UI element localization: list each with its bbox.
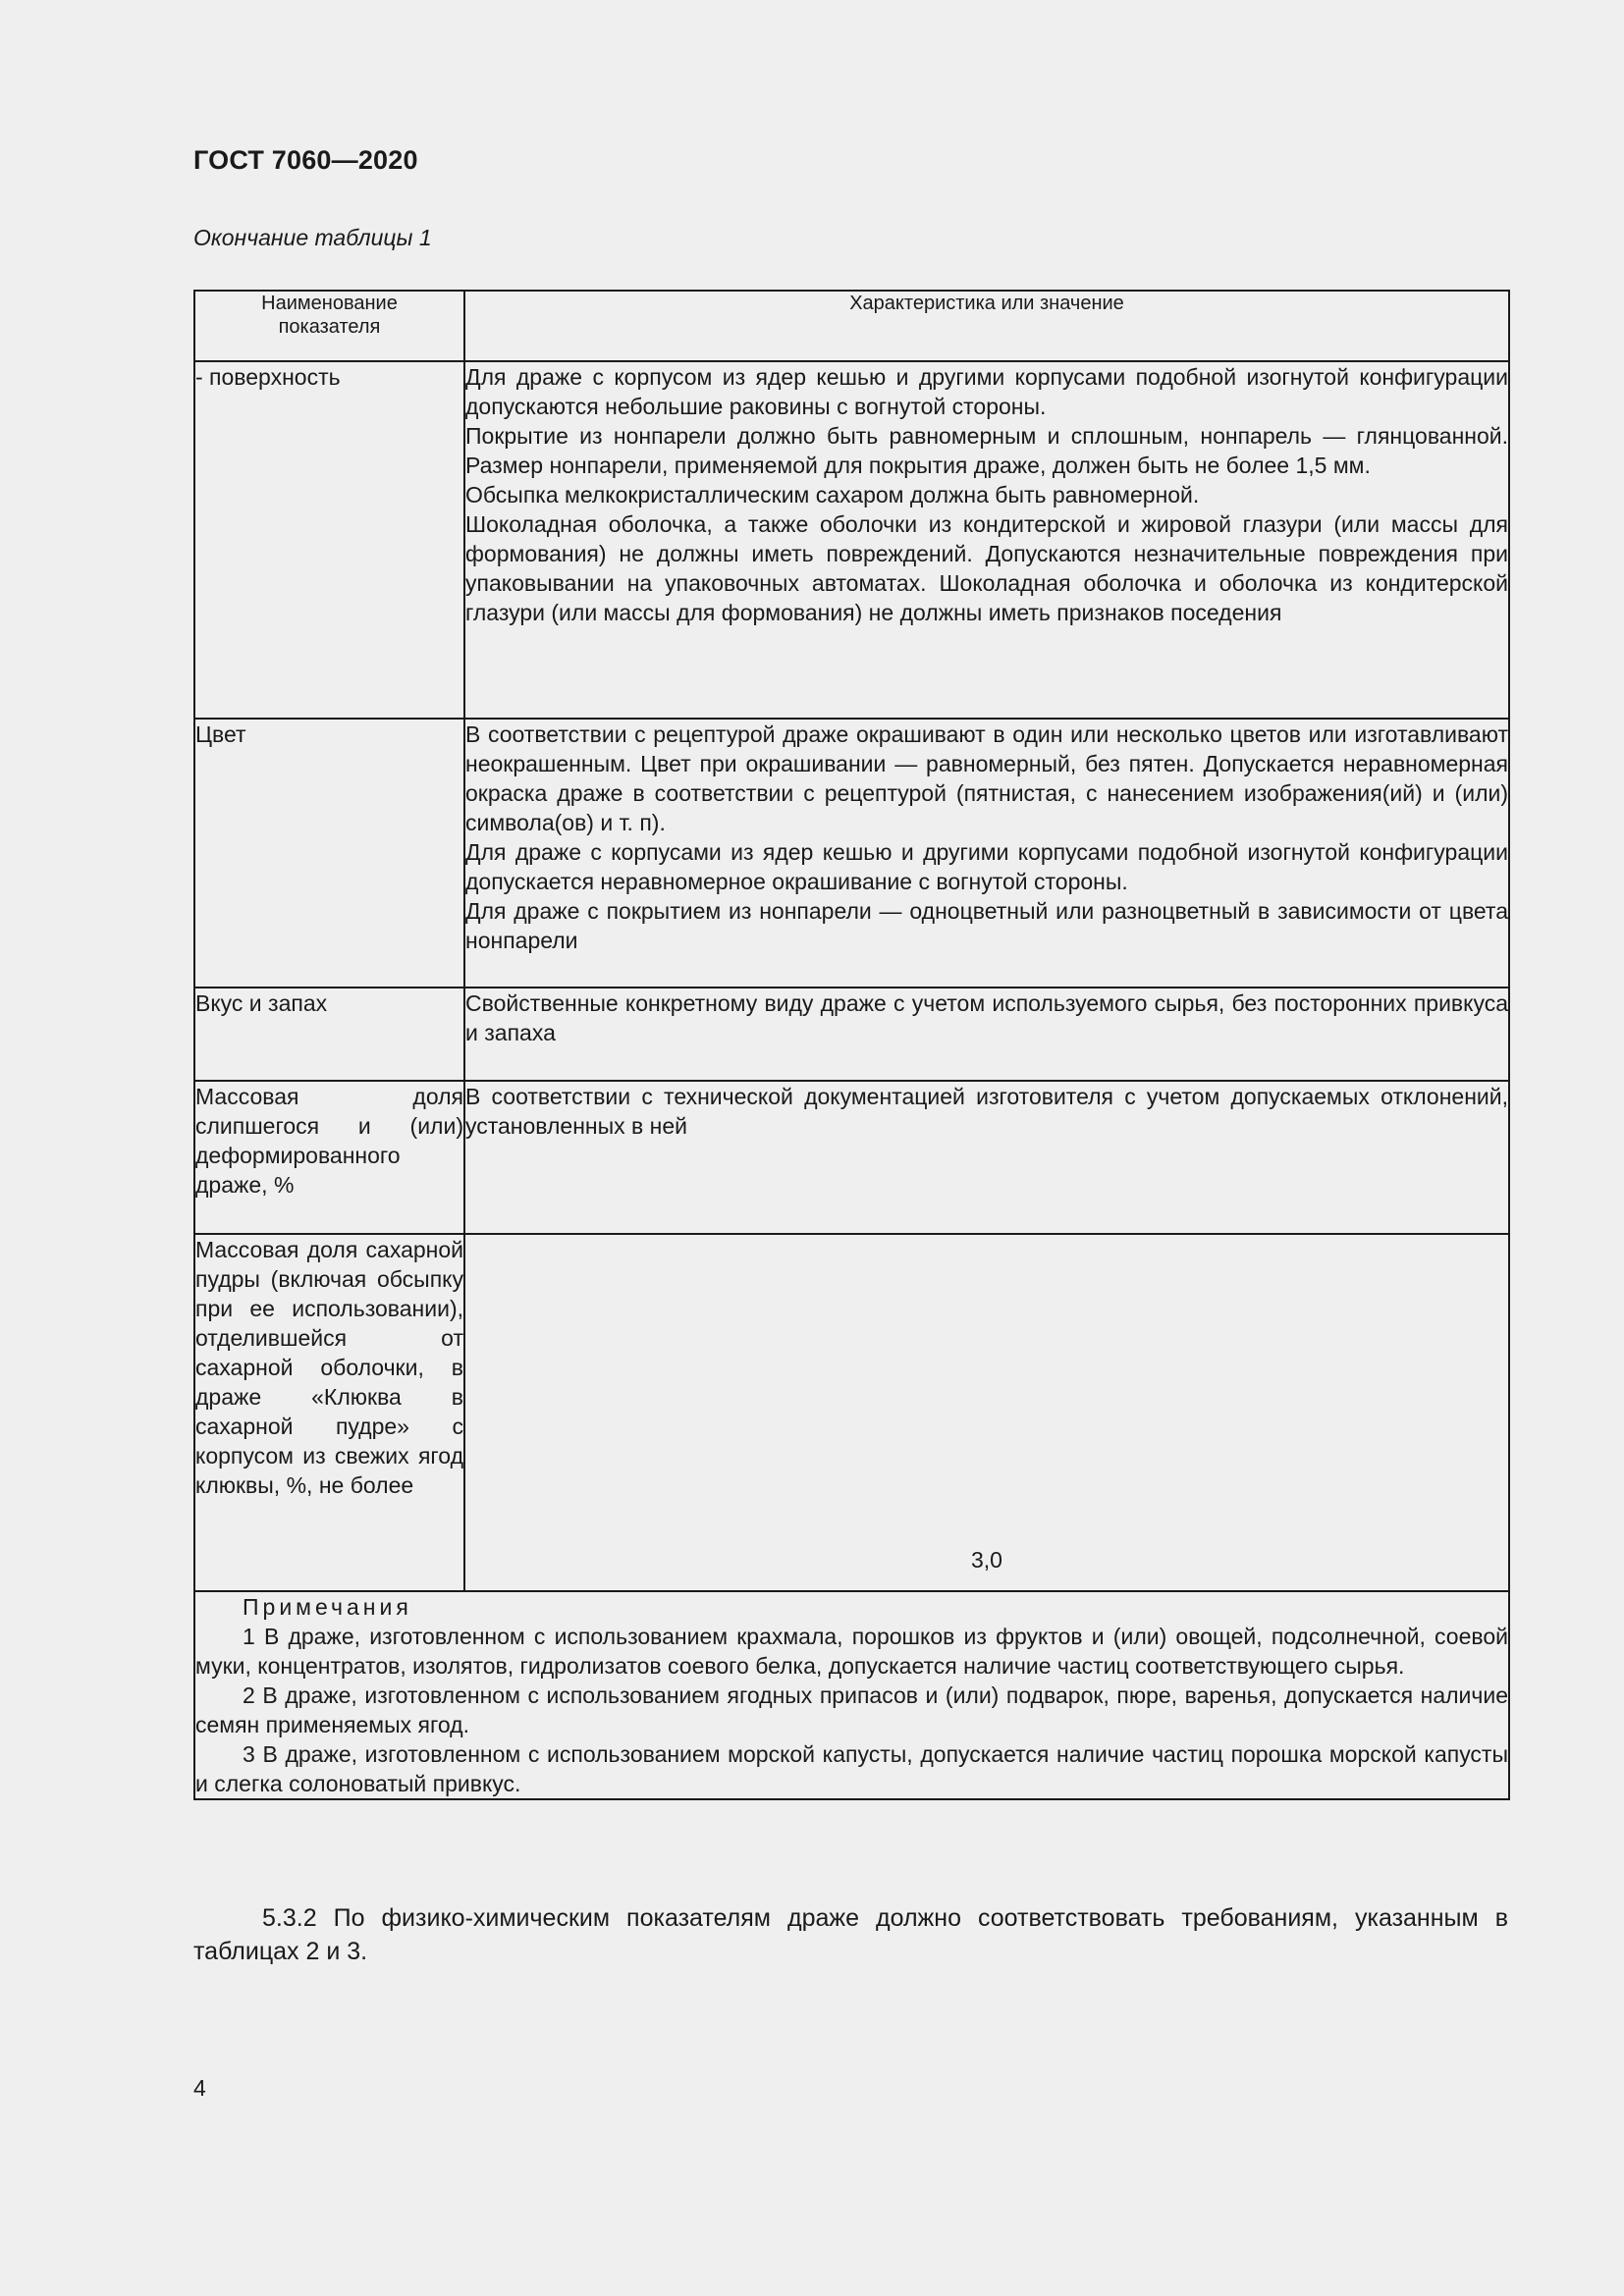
text-line: Для драже с корпусами из ядер кешью и другими корпусами подобной изогнутой конфигурации допускается неравномерное окрашивание с вогнутой стороны. — [465, 839, 1508, 894]
section-paragraph: 5.3.2 По физико-химическим показателям драже должно соответствовать требованиям, указанным в таблицах 2 и 3. — [193, 1904, 1508, 1965]
notes-row — [194, 1591, 1509, 1799]
table-caption: Окончание таблицы 1 — [193, 225, 432, 250]
table-row — [194, 1081, 1509, 1234]
table-row — [194, 1234, 1509, 1591]
notes-title: Примечания — [243, 1594, 412, 1620]
document-code: ГОСТ 7060—2020 — [193, 145, 418, 175]
requirements-table — [193, 290, 1510, 1800]
row-name-taste: Вкус и запах — [194, 988, 464, 1081]
text-line: Свойственные конкретному виду драже с учетом используемого сырья, без посторонних привкуса и запаха — [465, 990, 1508, 1045]
row-name-deformed-share: Массовая доля слипшегося и (или) деформированного драже, % — [194, 1081, 464, 1234]
note-item: 3 В драже, изготовленном с использованием морской капусты, допускается наличие частиц порошка морской капусты и слегка солоноватый привкус. — [195, 1741, 1508, 1796]
row-name-sugar-powder-share: Массовая доля сахарной пудры (включая обсыпку при ее использовании), отделившейся от сахарной оболочки, в драже «Клюква в сахарной пудре» с корпусом из свежих ягод клюквы, %, не более — [194, 1234, 464, 1591]
column-header-name: Наименование показателя — [194, 291, 464, 361]
table-notes — [194, 1591, 1509, 1799]
note-item: 1 В драже, изготовленном с использованием крахмала, порошков из фруктов и (или) овощей, подсолнечной, соевой муки, концентратов, изолятов, гидролизатов соевого белка, допускается наличие частиц соответствующего сырья. — [195, 1624, 1508, 1679]
row-value-taste — [464, 988, 1509, 1081]
text-line: В соответствии с технической документацией изготовителя с учетом допускаемых отклонений, установленных в ней — [465, 1084, 1508, 1139]
row-value-surface — [464, 361, 1509, 719]
table-row — [194, 361, 1509, 719]
table-row — [194, 719, 1509, 988]
text-line: В соответствии с рецептурой драже окрашивают в один или несколько цветов или изготавливают неокрашенным. Цвет при окрашивании — равномерный, без пятен. Допускается неравномерная окраска драже в соответствии с рецептурой (пятнистая, с нанесением изображения(ий) и (или) символа(ов) и т. п). — [465, 721, 1508, 835]
note-item: 2 В драже, изготовленном с использованием ягодных припасов и (или) подварок, пюре, варенья, допускается наличие семян применяемых ягод. — [195, 1682, 1508, 1737]
text-line: Покрытие из нонпарели должно быть равномерным и сплошным, нонпарель — глянцованной. Размер нонпарели, применяемой для покрытия драже, должен быть не более 1,5 мм. — [465, 423, 1508, 478]
text-line: Для драже с покрытием из нонпарели — одноцветный или разноцветный в зависимости от цвета нонпарели — [465, 898, 1508, 953]
row-value-deformed-share — [464, 1081, 1509, 1234]
row-value-sugar-powder-share: 3,0 — [464, 1234, 1509, 1591]
row-name-surface: - поверхность — [194, 361, 464, 719]
text-line: Для драже с корпусом из ядер кешью и другими корпусами подобной изогнутой конфигурации допускаются небольшие раковины с вогнутой стороны. — [465, 364, 1508, 419]
page-number: 4 — [193, 2075, 206, 2101]
table-row — [194, 988, 1509, 1081]
row-name-color: Цвет — [194, 719, 464, 988]
row-value-color — [464, 719, 1509, 988]
column-header-value: Характеристика или значение — [464, 291, 1509, 361]
table-header-row — [194, 291, 1509, 361]
text-line: Шоколадная оболочка, а также оболочки из кондитерской и жировой глазури (или массы для формования) не должны иметь повреждений. Допускаются незначительные повреждения при упаковывании на упаковочных автоматах. Шоколадная оболочка и оболочка из кондитерской глазури (или массы для формования) не должны иметь признаков поседения — [465, 511, 1508, 625]
text-line: Обсыпка мелкокристаллическим сахаром должна быть равномерной. — [465, 482, 1200, 507]
